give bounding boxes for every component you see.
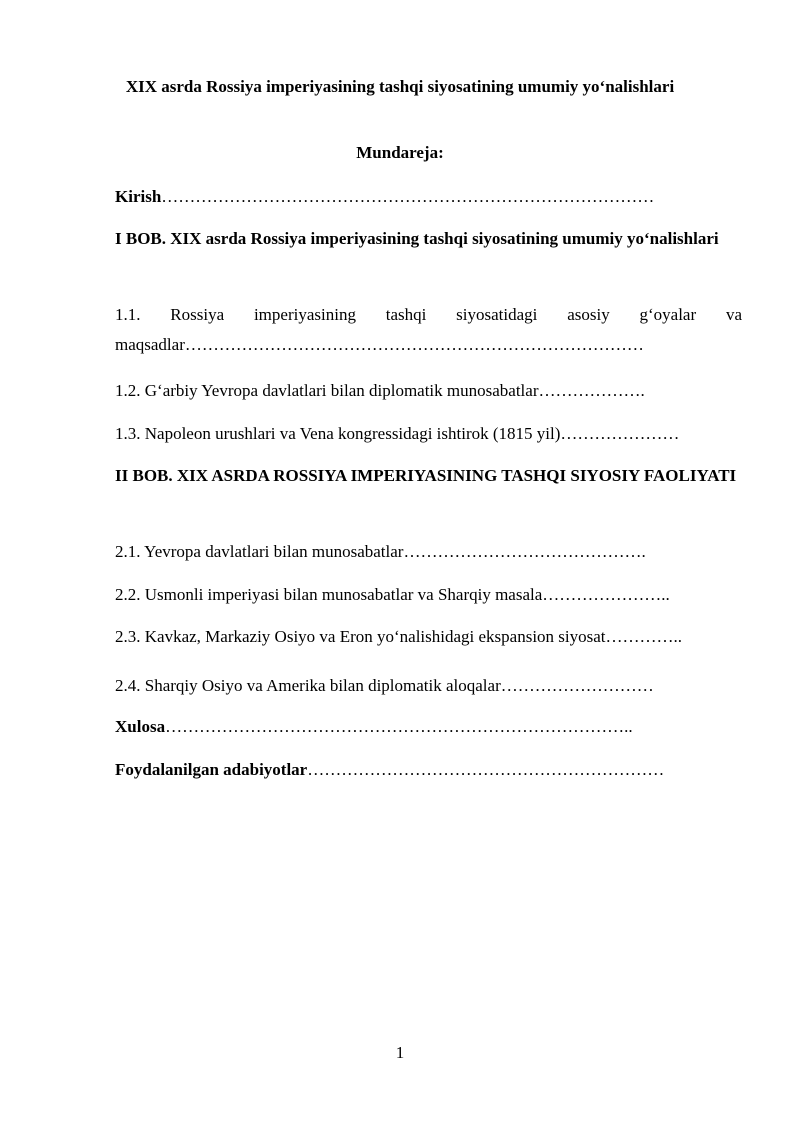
toc-entry-leader: ……………….: [538, 381, 645, 400]
toc-entry-label: 1.3. Napoleon urushlari va Vena kongressidagi ishtirok (1815 yil): [115, 424, 561, 443]
toc-entry-label: 2.2. Usmonli imperiyasi bilan munosabatlar va Sharqiy masala: [115, 585, 543, 604]
toc-entry-leader: …………..: [605, 627, 683, 646]
toc-entry-label: II BOB. XIX ASRDA ROSSIYA IMPERIYASINING TASHQI SIYOSIY FAOLIYATI: [115, 466, 737, 485]
toc-entry-1-3: [115, 419, 742, 449]
toc-entry-leader: …………………………………….: [403, 542, 646, 561]
document-title: XIX asrda Rossiya imperiyasining tashqi siyosatining umumiy yo‘nalishlari: [125, 77, 675, 96]
toc-entry-label: Xulosa: [115, 717, 166, 736]
toc-entry-2-3: [115, 622, 742, 652]
toc-entry-label: 2.4. Sharqiy Osiyo va Amerika bilan diplomatik aloqalar: [115, 676, 501, 695]
toc-entry-1-2: [115, 376, 742, 406]
toc-entry-2-1: [115, 537, 742, 567]
page-number: 1: [395, 1043, 405, 1062]
toc-entry-1-1: [115, 300, 742, 360]
toc-entry-leader: …………………: [560, 424, 680, 443]
toc-entry-leader: ……………………………………………………………………………: [161, 187, 655, 206]
toc-entry-leader: ………………………………………………………………………..: [165, 717, 633, 736]
toc-entry-references: [115, 755, 742, 785]
toc-entry-label: 1.1. Rossiya imperiyasining tashqi siyosatidagi asosiy g‘oyalar va maqsadlar: [115, 305, 742, 354]
toc-entry-leader: ………………………: [500, 676, 654, 695]
toc-entry-label: Kirish: [115, 187, 162, 206]
toc-entry-chapter-2: [115, 461, 742, 491]
toc-heading: Mundareja:: [356, 143, 444, 162]
toc-entry-2-4: [115, 671, 742, 701]
toc-entry-label: 1.2. G‘arbiy Yevropa davlatlari bilan diplomatik munosabatlar: [115, 381, 539, 400]
toc-entry-chapter-1: [115, 224, 742, 254]
toc-entry-xulosa: [115, 712, 742, 742]
toc-entry-leader: ………………………………………………………: [307, 760, 665, 779]
toc-entry-label: 2.1. Yevropa davlatlari bilan munosabatlar: [115, 542, 404, 561]
toc-entry-label: Foydalanilgan adabiyotlar: [115, 760, 308, 779]
toc-entry-kirish: [115, 182, 742, 212]
toc-entry-label: I BOB. XIX asrda Rossiya imperiyasining tashqi siyosatining umumiy yo‘nalishlari: [115, 229, 719, 248]
toc-entry-leader: …………………..: [542, 585, 670, 604]
toc-entry-label: 2.3. Kavkaz, Markaziy Osiyo va Eron yo‘nalishidagi ekspansion siyosat: [115, 627, 606, 646]
toc-entry-2-2: [115, 580, 742, 610]
toc-entry-leader: ………………………………………………………………………: [184, 335, 644, 354]
